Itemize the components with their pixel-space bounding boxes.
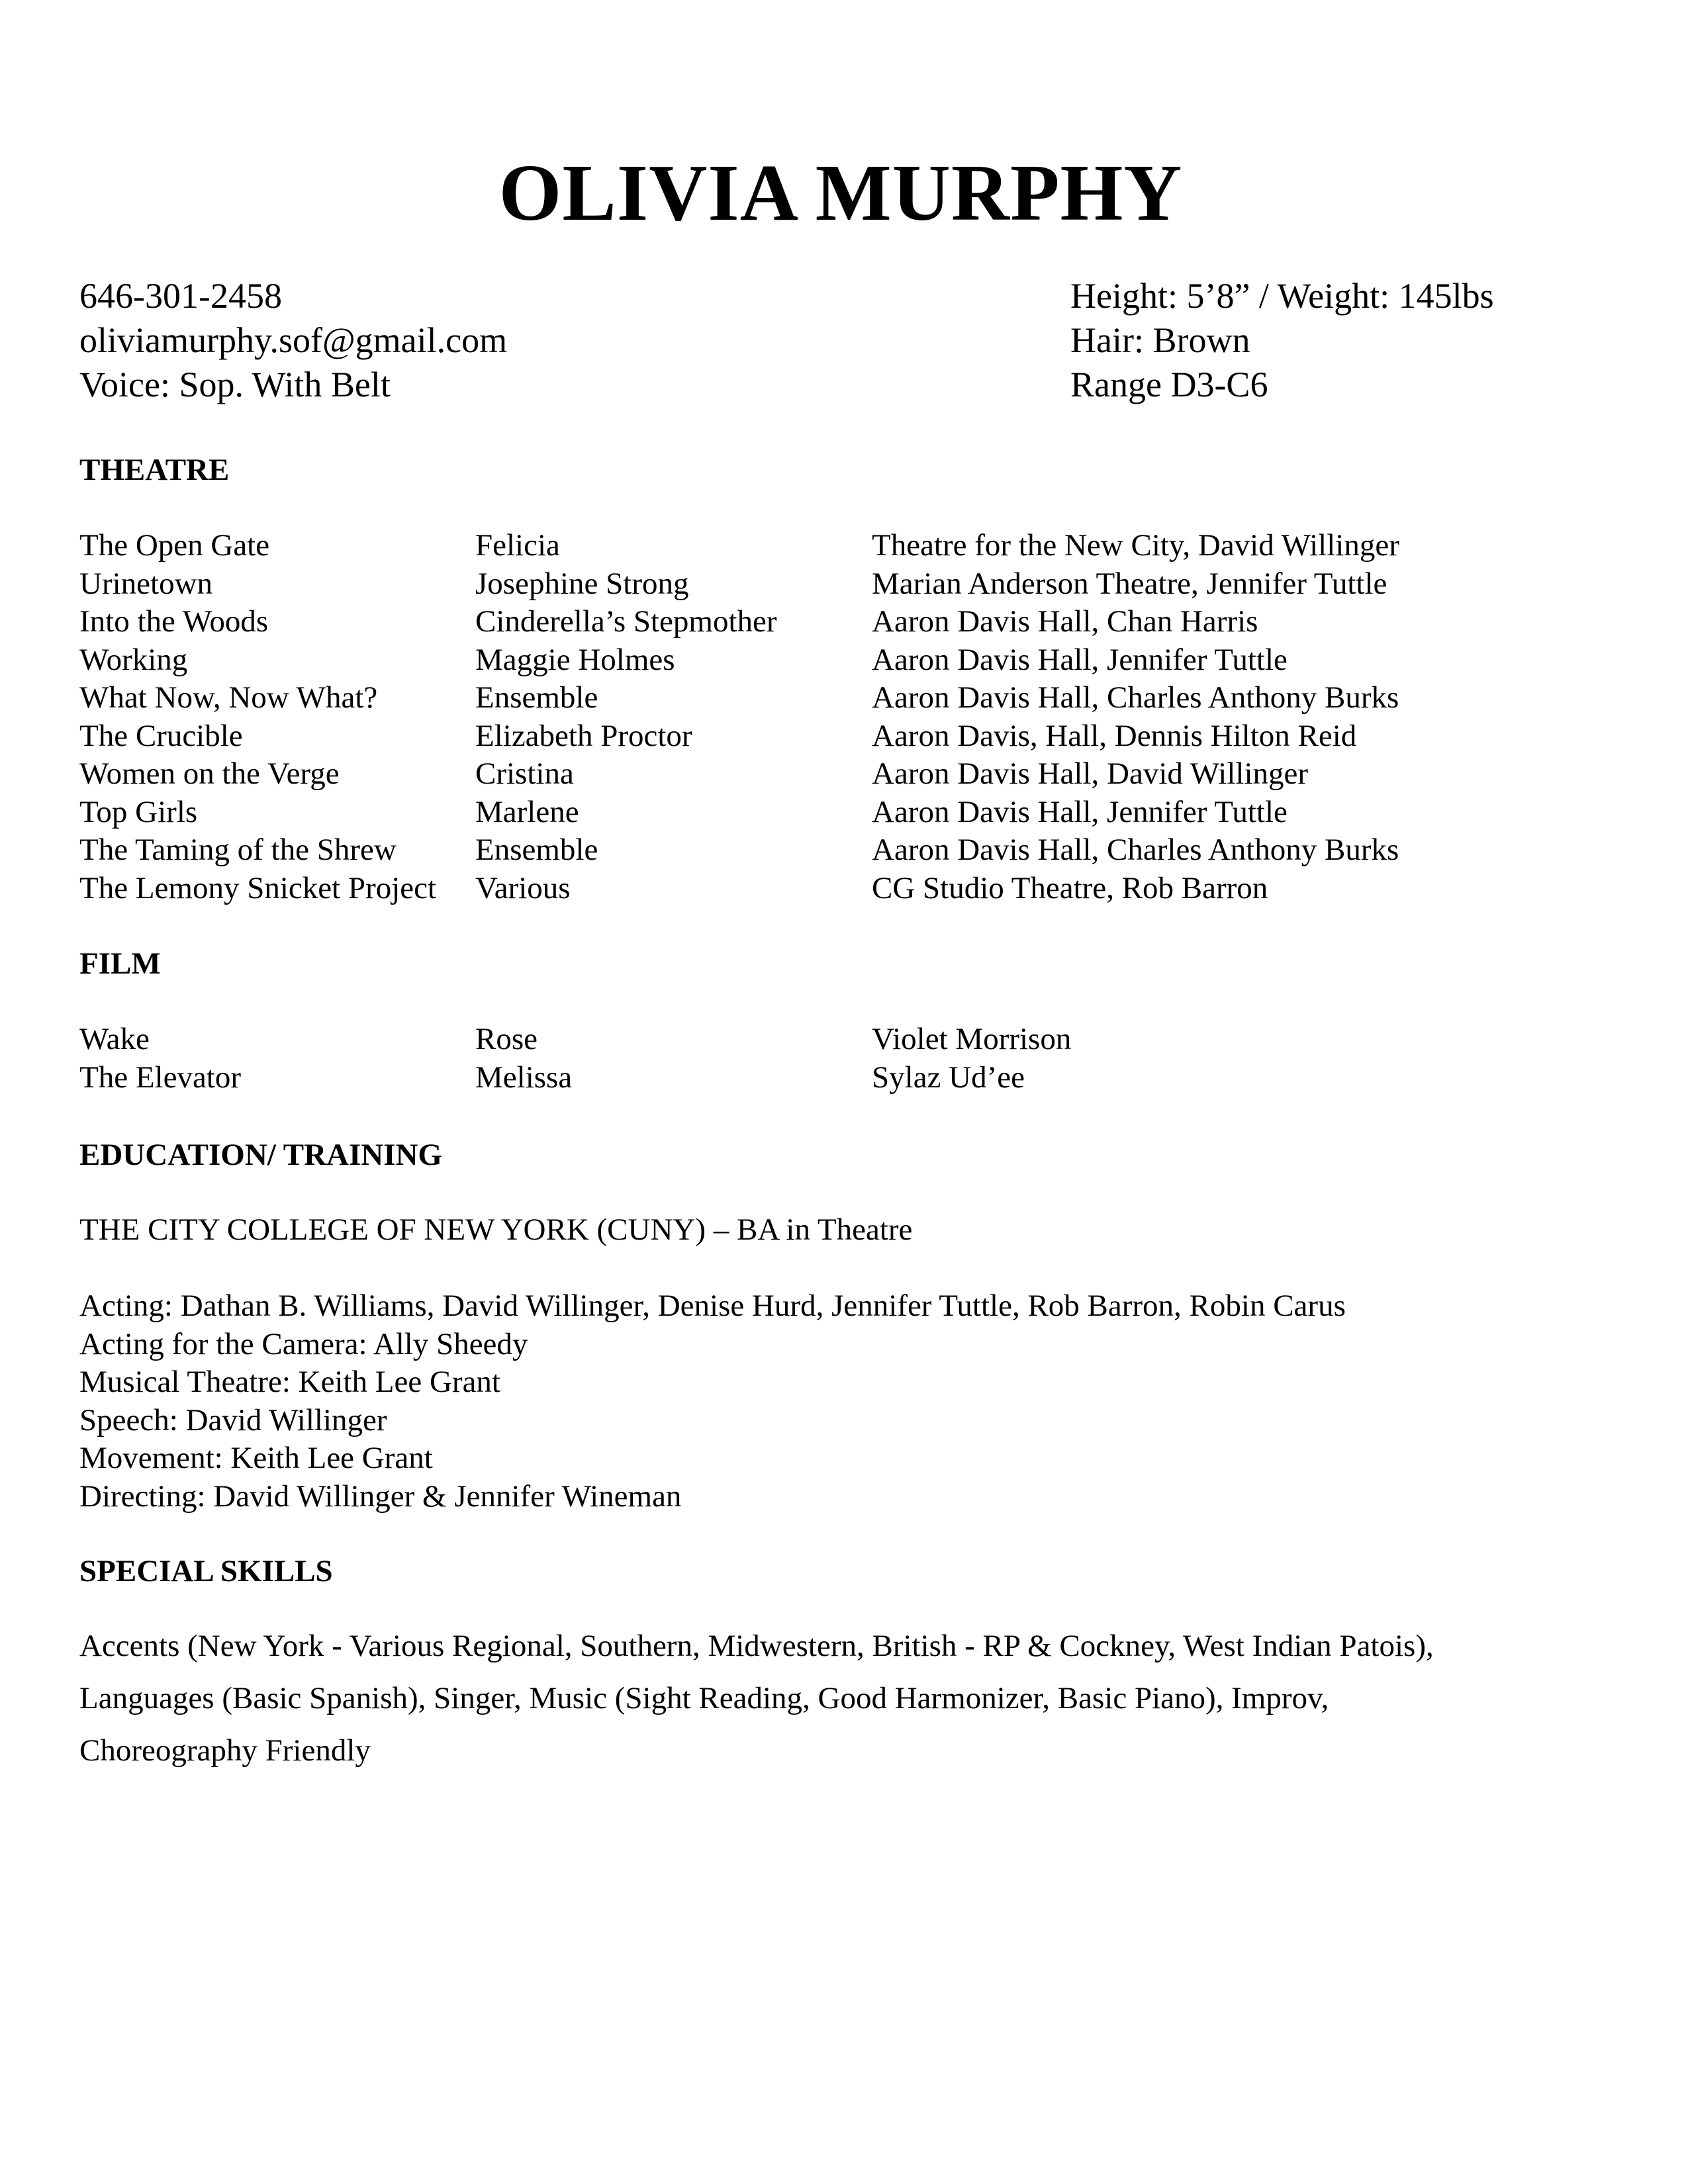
credit-role: Melissa [475,1060,573,1095]
credit-show: Women on the Verge [79,756,340,791]
training-line: Musical Theatre: Keith Lee Grant [79,1365,500,1399]
vocal-range: Range D3-C6 [1070,365,1268,404]
credit-role: Felicia [475,528,560,563]
hair-color: Hair: Brown [1070,320,1250,360]
credit-venue: Aaron Davis, Hall, Dennis Hilton Reid [872,718,1357,753]
credit-show: Wake [79,1022,150,1056]
training-line: Movement: Keith Lee Grant [79,1441,433,1475]
resume-name: OLIVIA MURPHY [498,148,1183,238]
credit-show: Urinetown [79,566,213,601]
training-line: Directing: David Willinger & Jennifer Wineman [79,1479,682,1514]
contact-info-right [1070,274,1494,407]
training-line: Acting for the Camera: Ally Sheedy [79,1326,528,1361]
credit-role: Elizabeth Proctor [475,718,692,753]
skills-line: Languages (Basic Spanish), Singer, Music (Sight Reading, Good Harmonizer, Basic Piano), Improv, [79,1681,1329,1715]
phone-number: 646-301-2458 [79,276,282,316]
credit-show: The Crucible [79,718,243,753]
training-line: Acting: Dathan B. Williams, David Willinger, Denise Hurd, Jennifer Tuttle, Rob Barron, Robin Carus [79,1289,1346,1323]
credit-role: Rose [475,1022,538,1056]
credit-role: Maggie Holmes [475,642,675,677]
credit-venue: Aaron Davis Hall, Charles Anthony Burks [872,680,1399,715]
credit-role: Marlene [475,794,579,829]
film-heading: FILM [79,946,161,981]
credit-show: The Lemony Snicket Project [79,870,437,905]
credit-show: What Now, Now What? [79,680,378,715]
skills-line: Choreography Friendly [79,1733,371,1768]
credit-show: The Elevator [79,1060,242,1095]
training-list [79,1287,1346,1516]
credit-venue: Aaron Davis Hall, Jennifer Tuttle [872,794,1288,829]
credit-venue: Aaron Davis Hall, David Willinger [872,756,1309,791]
voice-type: Voice: Sop. With Belt [79,365,391,404]
education-heading: EDUCATION/ TRAINING [79,1138,442,1172]
credit-venue: Marian Anderson Theatre, Jennifer Tuttle [872,566,1387,601]
credit-venue: Aaron Davis Hall, Jennifer Tuttle [872,642,1288,677]
skills-heading: SPECIAL SKILLS [79,1554,333,1588]
credit-role: Cristina [475,756,574,791]
credit-role: Ensemble [475,680,598,715]
credit-venue: Aaron Davis Hall, Charles Anthony Burks [872,833,1399,867]
training-line: Speech: David Willinger [79,1402,387,1437]
height-weight: Height: 5’8” / Weight: 145lbs [1070,276,1494,316]
credit-role: Cinderella’s Stepmother [475,604,777,639]
credit-role: Various [475,870,571,905]
school-degree: THE CITY COLLEGE OF NEW YORK (CUNY) – BA in Theatre [79,1212,913,1247]
theatre-heading: THEATRE [79,453,230,487]
credit-venue: CG Studio Theatre, Rob Barron [872,870,1268,905]
credit-show: The Open Gate [79,528,270,563]
credit-role: Josephine Strong [475,566,689,601]
skills-text [79,1620,1615,1777]
credit-venue: Theatre for the New City, David Willinger [872,528,1399,563]
credit-venue: Sylaz Ud’ee [872,1060,1025,1095]
credit-show: The Taming of the Shrew [79,833,397,867]
credit-venue: Violet Morrison [872,1022,1072,1056]
credit-show: Working [79,642,188,677]
email-address: oliviamurphy.sof@gmail.com [79,320,508,360]
contact-info-left [79,274,507,407]
skills-line: Accents (New York - Various Regional, Southern, Midwestern, British - RP & Cockney, West Indian Patois), [79,1629,1434,1663]
credit-role: Ensemble [475,833,598,867]
credit-venue: Aaron Davis Hall, Chan Harris [872,604,1258,639]
credit-show: Top Girls [79,794,198,829]
credit-show: Into the Woods [79,604,269,639]
